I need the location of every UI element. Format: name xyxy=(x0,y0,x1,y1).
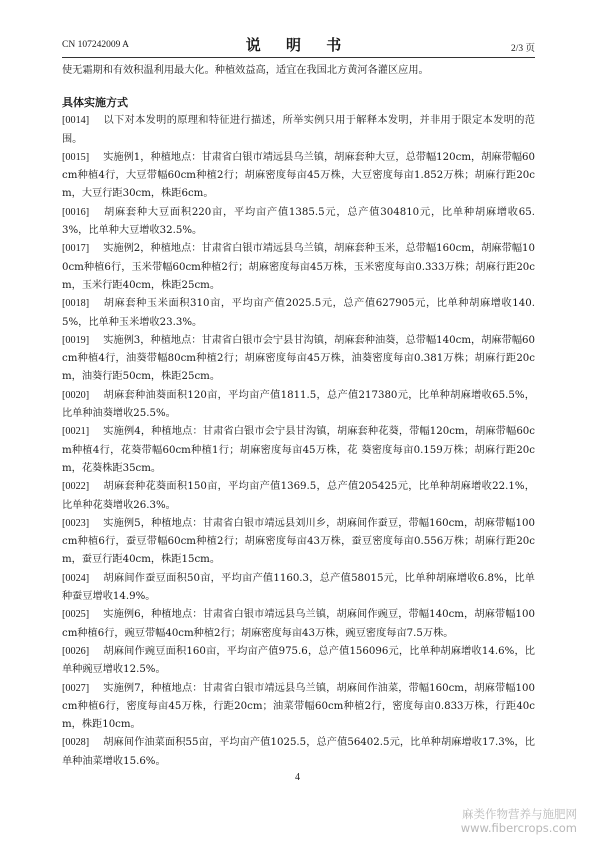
page-indicator: 2/3 页 xyxy=(510,44,535,54)
paragraph xyxy=(62,332,535,387)
paragraph-number: [0023] xyxy=(62,517,90,529)
paragraph-number: [0028] xyxy=(62,737,90,749)
watermark-site-name: 麻类作物营养与施肥网 xyxy=(462,807,577,821)
paragraph-number: [0025] xyxy=(62,609,90,621)
paragraph-text: 实施例2，种植地点：甘肃省白银市靖远县乌兰镇，胡麻套种玉米，总带幅160cm，胡麻带幅100cm种植6行，玉米带幅60cm种植2行；胡麻密度每亩45万株，玉米密度每亩0.333万株；胡麻行距20cm，玉米行距40cm，株距25cm。 xyxy=(62,243,535,291)
paragraph-number: [0026] xyxy=(62,645,90,657)
header-rule xyxy=(62,57,535,58)
paragraph xyxy=(62,204,535,241)
paragraph-text: 胡麻间作油菜面积55亩，平均亩产值1025.5，总产值56402.5元，比单种胡麻增收17.3%，比单种油菜增收15.6%。 xyxy=(62,737,535,767)
paragraph-text: 实施例7，种植地点：甘肃省白银市靖远县乌兰镇，胡麻间作油菜，带幅160cm，胡麻带幅100cm种植6行，密度每亩45万株，行距20cm；油菜带幅60cm种植2行，密度每亩0.833万株，行距40cm，株距10cm。 xyxy=(62,682,535,731)
watermark xyxy=(461,807,577,835)
paragraph xyxy=(62,515,535,570)
paragraph xyxy=(62,149,535,204)
paragraph-text: 胡麻套种玉米面积310亩，平均亩产值2025.5元，总产值627905元，比单种胡麻增收140.5%，比单种玉米增收23.3%。 xyxy=(62,298,535,328)
paragraph-number: [0024] xyxy=(62,572,90,584)
paragraph-number: [0019] xyxy=(62,334,90,346)
paragraph-text: 实施例1，种植地点：甘肃省白银市靖远县乌兰镇，胡麻套种大豆，总带幅120cm，胡麻带幅60cm种植4行，大豆带幅60cm种植2行；胡麻密度每亩45万株，大豆密度每亩1.852万株；胡麻行距20cm，大豆行距30cm，株距6cm。 xyxy=(62,151,535,200)
watermark-url: www.fibercrops.com xyxy=(460,821,577,835)
paragraph-text: 胡麻间作蚕豆面积50亩，平均亩产值1160.3，总产值58015元，比单种胡麻增收6.8%，比单种蚕豆增收14.9%。 xyxy=(62,572,535,603)
paragraph xyxy=(62,423,535,478)
paragraph xyxy=(62,387,535,424)
paragraph-number: [0022] xyxy=(62,481,90,493)
paragraph-number: [0017] xyxy=(62,243,90,255)
paragraph-text: 胡麻套种花葵面积150亩，平均亩产值1369.5，总产值205425元，比单种胡麻增收22.1%，比单种花葵增收26.3%。 xyxy=(62,481,535,511)
paragraph-list xyxy=(62,112,535,771)
paragraph xyxy=(62,478,535,515)
paragraph-text: 实施例5，种植地点：甘肃省白银市靖远县刘川乡，胡麻间作蚕豆，带幅160cm，胡麻带幅100cm种植6行，蚕豆带幅60cm种植2行；胡麻密度每亩43万株，蚕豆密度每亩0.556万株；胡麻行距20cm，蚕豆行距40cm，株距15cm。 xyxy=(62,517,535,566)
paragraph-number: [0015] xyxy=(62,151,90,163)
paragraph xyxy=(62,570,535,607)
paragraph-number: [0027] xyxy=(62,682,90,694)
document-title: 说 明 书 xyxy=(245,36,352,54)
paragraph-number: [0014] xyxy=(62,115,90,127)
paragraph xyxy=(62,240,535,295)
document-body xyxy=(62,62,535,771)
page-number: 4 xyxy=(295,772,300,783)
paragraph xyxy=(62,734,535,771)
section-heading: 具体实施方式 xyxy=(62,96,128,110)
paragraph xyxy=(62,112,535,149)
paragraph-text: 实施例4，种植地点：甘肃省白银市会宁县甘沟镇，胡麻套种花葵，带幅120cm，胡麻带幅60cm种植4行，花葵带幅60cm种植1行；胡麻密度每亩45万株，花 葵密度每亩0.159万株；胡麻行距20cm，花葵株距35cm。 xyxy=(62,426,535,474)
paragraph xyxy=(62,295,535,332)
paragraph-number: [0016] xyxy=(62,206,90,218)
paragraph-text: 胡麻间作豌豆面积160亩，平均亩产值975.6，总产值156096元，比单种胡麻增收14.6%，比单种豌豆增收12.5%。 xyxy=(62,645,535,676)
patent-number: CN 107242009 A xyxy=(62,40,130,50)
paragraph xyxy=(62,606,535,643)
paragraph-text: 胡麻套种油葵面积120亩，平均亩产值1811.5，总产值217380元，比单种胡麻增收65.5%，比单种油葵增收25.5%。 xyxy=(62,389,535,420)
paragraph-number: [0018] xyxy=(62,298,90,310)
page-header xyxy=(62,34,535,56)
paragraph-text: 实施例6，种植地点：甘肃省白银市靖远县乌兰镇，胡麻间作豌豆，带幅140cm，胡麻带幅100cm种植6行，豌豆带幅40cm种植2行；胡麻密度每亩43万株，豌豆密度每亩7.5万株。 xyxy=(62,609,535,639)
paragraph xyxy=(62,643,535,680)
paragraph-text: 胡麻套种大豆面积220亩，平均亩产值1385.5元，总产值304810元，比单种胡麻增收65.3%，比单种大豆增收32.5%。 xyxy=(62,206,535,237)
paragraph-number: [0020] xyxy=(62,389,90,401)
paragraph-text: 实施例3，种植地点：甘肃省白银市会宁县甘沟镇，胡麻套种油葵，总带幅140cm，胡麻带幅60cm种植4行，油葵带幅80cm种植2行；胡麻密度每亩45万株，油葵密度每亩0.381万株；胡麻行距20cm，油葵行距50cm，株距25cm。 xyxy=(62,334,535,383)
paragraph-number: [0021] xyxy=(62,426,90,438)
intro-text: 使无霜期和有效积温利用最大化。种植效益高，适宜在我国北方黄河各灌区应用。 xyxy=(62,65,429,76)
paragraph-text: 以下对本发明的原理和特征进行描述，所举实例只用于解释本发明，并非用于限定本发明的范围。 xyxy=(62,115,535,145)
paragraph xyxy=(62,680,535,735)
